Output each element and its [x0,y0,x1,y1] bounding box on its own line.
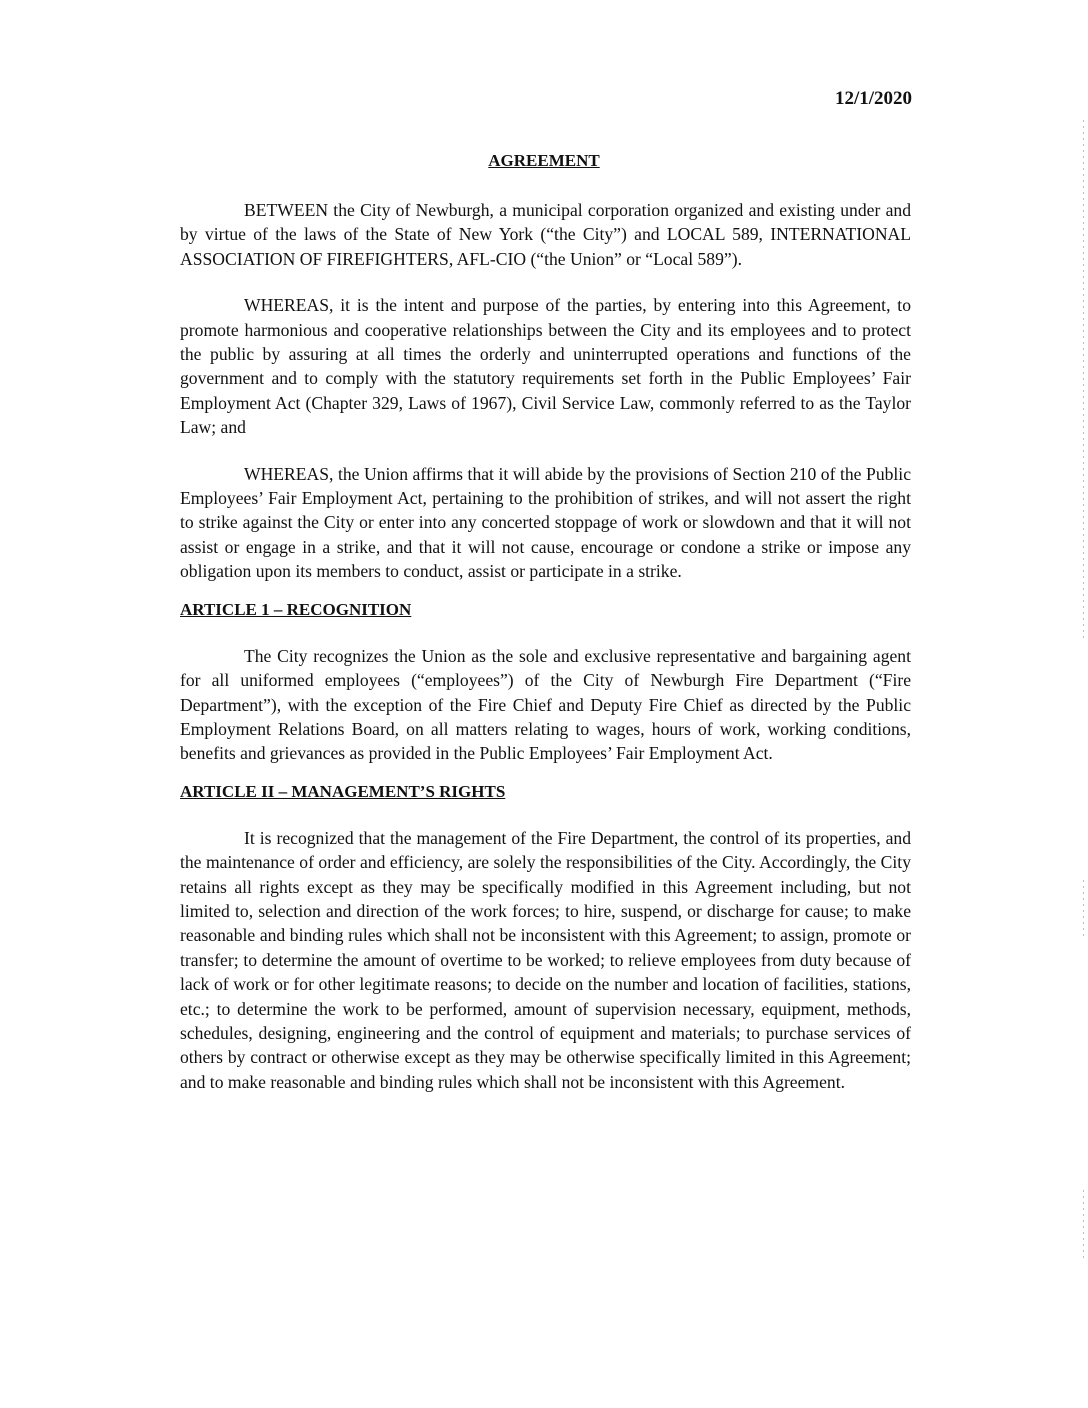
document-date: 12/1/2020 [834,88,912,109]
document-title: AGREEMENT [488,151,600,170]
article-2-heading: ARTICLE II – MANAGEMENT’S RIGHTS [180,781,506,801]
document-body [180,198,911,1094]
article-1-heading: ARTICLE 1 – RECOGNITION [180,599,412,619]
scan-edge-artifact [1083,880,1084,940]
article-2-text: It is recognized that the management of the Fire Department, the control of its properties, and the maintenance of order and efficiency, are solely the responsibilities of the City. Accordingly, the City retains all rights except as they may be specifically modified in this Agreement including, but not limited to, selection and direction of the work forces; to hire, suspend, or discharge for cause; to make reasonable and binding rules which shall not be inconsistent with this Agreement; to assign, promote or transfer; to determine the amount of overtime to be worked; to relieve employees from duty because of lack of work or for other legitimate reasons; to decide on the number and location of facilities, stations, etc.; to determine the work to be performed, amount of supervision necessary, equipment, methods, schedules, designing, engineering and the control of equipment and materials; to purchase services of others by contract or otherwise except as they may be otherwise specifically limited in this Agreement; and to make reasonable and binding rules which shall not be inconsistent with this Agreement. [180,827,911,1092]
preamble-whereas-1: WHEREAS, it is the intent and purpose of the parties, by entering into this Agreement, to promote harmonious and cooperative relationships between the City and its employees and to protect the public by assuring at all times the orderly and uninterrupted operations and functions of the government and to comply with the statutory requirements set forth in the Public Employees’ Fair Employment Act (Chapter 329, Laws of 1967), Civil Service Law, commonly referred to as the Taylor Law; and [180,295,911,438]
article-1-text: The City recognizes the Union as the sole and exclusive representative and bargaining agent for all uniformed employees (“employees”) of the City of Newburgh Fire Department (“Fire Department”), with the exception of the Fire Chief and Deputy Fire Chief as directed by the Public Employment Relations Board, on all matters relating to wages, hours of work, working conditions, benefits and grievances as provided in the Public Employees’ Fair Employment Act. [180,645,911,764]
scan-edge-artifact [1083,1190,1084,1260]
scan-edge-artifact [1083,120,1084,640]
preamble-between: BETWEEN the City of Newburgh, a municipal corporation organized and existing under and by virtue of the laws of the State of New York (“the City”) and LOCAL 589, INTERNATIONAL ASSOCIATION OF FIREFIGHTERS, AFL-CIO (“the Union” or “Local 589”). [180,200,911,269]
preamble-whereas-2: WHEREAS, the Union affirms that it will abide by the provisions of Section 210 of the Public Employees’ Fair Employment Act, pertaining to the prohibition of strikes, and will not assert the right to strike against the City or enter into any concerted stoppage of work or slowdown and that it will not assist or engage in a strike, and that it will not cause, encourage or condone a strike or impose any obligation upon its members to conduct, assist or participate in a strike. [180,463,911,582]
